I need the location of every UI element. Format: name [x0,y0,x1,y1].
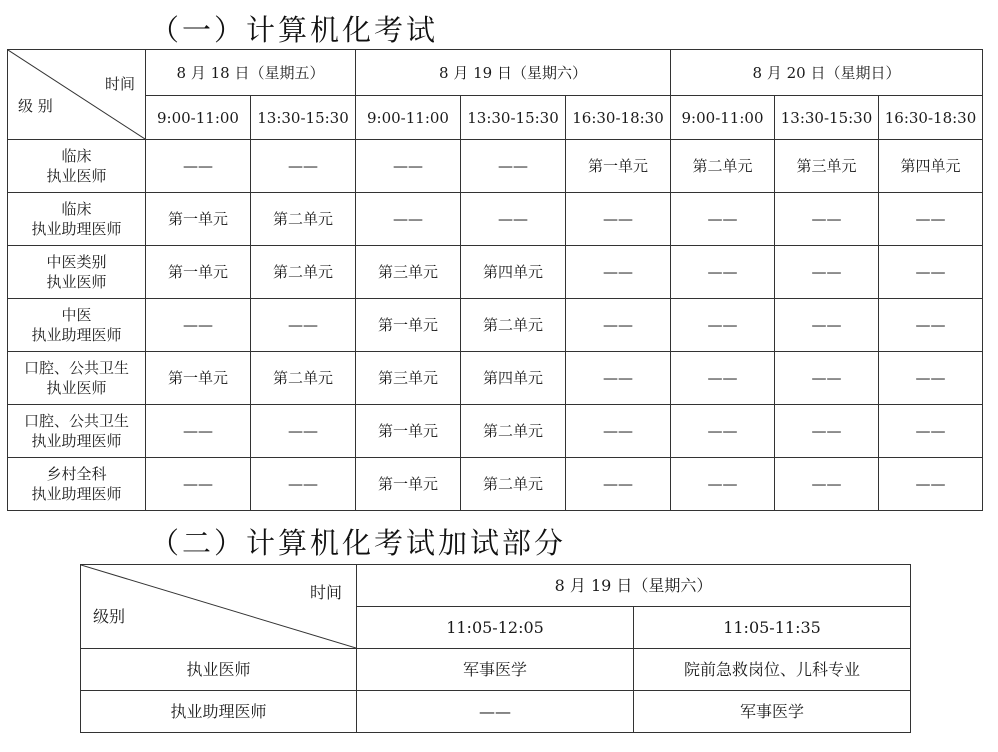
exam-unit-cell: 第二单元 [461,405,566,458]
exam-unit-cell: —— [566,246,671,299]
exam-unit-cell: —— [566,193,671,246]
exam-unit-cell: 第二单元 [251,352,356,405]
level-cell: 执业助理医师 [81,691,357,733]
date-header: 8 月 19 日（星期六） [356,50,671,96]
exam-unit-cell: —— [251,140,356,193]
exam-unit-cell: 第二单元 [461,458,566,511]
exam-unit-cell: —— [879,246,983,299]
exam-unit-cell: —— [566,458,671,511]
exam-unit-cell: 第一单元 [146,352,251,405]
diagonal-header-cell [8,50,146,140]
table-row [8,405,983,458]
exam-unit-cell: —— [671,193,775,246]
level-line-2: 执业医师 [46,167,107,185]
level-line-1: 中医类别 [46,253,107,271]
exam-unit-cell: —— [146,405,251,458]
time-slot-header: 11:05-11:35 [634,607,911,649]
exam-unit-cell: —— [879,352,983,405]
exam-subject-cell: 军事医学 [634,691,911,733]
exam-unit-cell: —— [671,352,775,405]
exam-unit-cell: —— [775,246,879,299]
level-line-2: 执业助理医师 [31,485,122,503]
level-cell [8,405,146,458]
table-row [81,649,911,691]
level-line-2: 执业助理医师 [31,220,122,238]
exam-unit-cell: 第二单元 [671,140,775,193]
computer-exam-schedule-table [7,49,983,511]
exam-unit-cell: —— [356,140,461,193]
exam-unit-cell: —— [879,405,983,458]
level-cell [8,246,146,299]
table-row [81,691,911,733]
diagonal-line [8,50,145,139]
exam-unit-cell: —— [146,299,251,352]
exam-unit-cell: —— [671,405,775,458]
exam-unit-cell: —— [671,246,775,299]
exam-subject-cell: 院前急救岗位、儿科专业 [634,649,911,691]
section-2-title: （二）计算机化考试加试部分 [150,526,567,560]
exam-unit-cell: —— [146,140,251,193]
time-slot-header: 16:30-18:30 [879,96,983,140]
exam-unit-cell: —— [775,352,879,405]
level-cell [8,352,146,405]
exam-unit-cell: 第四单元 [461,352,566,405]
exam-unit-cell: 第一单元 [356,299,461,352]
time-slot-header: 13:30-15:30 [775,96,879,140]
diagonal-header-cell [81,565,357,649]
time-slot-header: 13:30-15:30 [461,96,566,140]
exam-unit-cell: —— [566,299,671,352]
exam-unit-cell: —— [146,458,251,511]
exam-unit-cell: —— [775,299,879,352]
time-slot-header: 16:30-18:30 [566,96,671,140]
level-line-2: 执业医师 [46,379,107,397]
level-line-1: 口腔、公共卫生 [23,359,129,377]
level-line-1: 临床 [61,200,92,218]
exam-unit-cell: 第一单元 [566,140,671,193]
exam-unit-cell: —— [775,458,879,511]
time-axis-label: 时间 [309,583,342,602]
table-row [8,140,983,193]
time-slot-header: 9:00-11:00 [146,96,251,140]
level-line-2: 执业助理医师 [31,326,122,344]
additional-exam-schedule-table [80,564,911,733]
exam-unit-cell: —— [251,405,356,458]
exam-unit-cell: 第二单元 [461,299,566,352]
date-header: 8 月 20 日（星期日） [671,50,983,96]
exam-unit-cell: —— [356,193,461,246]
time-slot-header: 9:00-11:00 [356,96,461,140]
exam-unit-cell: —— [671,458,775,511]
table-row [8,299,983,352]
exam-unit-cell: —— [566,352,671,405]
exam-unit-cell: —— [775,193,879,246]
level-axis-label: 级 别 [18,97,53,115]
date-header: 8 月 18 日（星期五） [146,50,356,96]
exam-unit-cell: 第二单元 [251,246,356,299]
exam-unit-cell: 第三单元 [356,352,461,405]
exam-unit-cell: —— [461,193,566,246]
level-line-1: 乡村全科 [46,465,107,483]
level-line-1: 临床 [61,147,92,165]
exam-unit-cell: —— [566,405,671,458]
date-header: 8 月 19 日（星期六） [357,565,911,607]
exam-subject-cell: 军事医学 [357,649,634,691]
level-line-2: 执业医师 [46,273,107,291]
level-cell [8,140,146,193]
exam-unit-cell: —— [461,140,566,193]
exam-unit-cell: 第一单元 [356,458,461,511]
level-axis-label: 级别 [93,607,126,626]
table-row [8,246,983,299]
exam-unit-cell: 第三单元 [356,246,461,299]
time-slot-header: 9:00-11:00 [671,96,775,140]
section-1-title: （一）计算机化考试 [150,13,439,47]
level-line-1: 中医 [61,306,92,324]
exam-unit-cell: —— [251,458,356,511]
exam-unit-cell: 第一单元 [356,405,461,458]
exam-subject-cell: —— [357,691,634,733]
table-row [8,458,983,511]
level-line-2: 执业助理医师 [31,432,122,450]
time-slot-header: 13:30-15:30 [251,96,356,140]
time-slot-header: 11:05-12:05 [357,607,634,649]
exam-unit-cell: 第四单元 [461,246,566,299]
exam-unit-cell: —— [775,405,879,458]
level-cell: 执业医师 [81,649,357,691]
exam-unit-cell: —— [879,458,983,511]
exam-unit-cell: —— [879,299,983,352]
exam-unit-cell: —— [879,193,983,246]
level-cell [8,458,146,511]
exam-unit-cell: —— [671,299,775,352]
level-cell [8,193,146,246]
exam-unit-cell: 第二单元 [251,193,356,246]
table-row [8,352,983,405]
exam-unit-cell: 第三单元 [775,140,879,193]
exam-unit-cell: 第四单元 [879,140,983,193]
level-line-1: 口腔、公共卫生 [23,412,129,430]
level-cell [8,299,146,352]
exam-unit-cell: 第一单元 [146,246,251,299]
exam-unit-cell: 第一单元 [146,193,251,246]
time-axis-label: 时间 [104,75,135,93]
exam-unit-cell: —— [251,299,356,352]
table-row [8,193,983,246]
